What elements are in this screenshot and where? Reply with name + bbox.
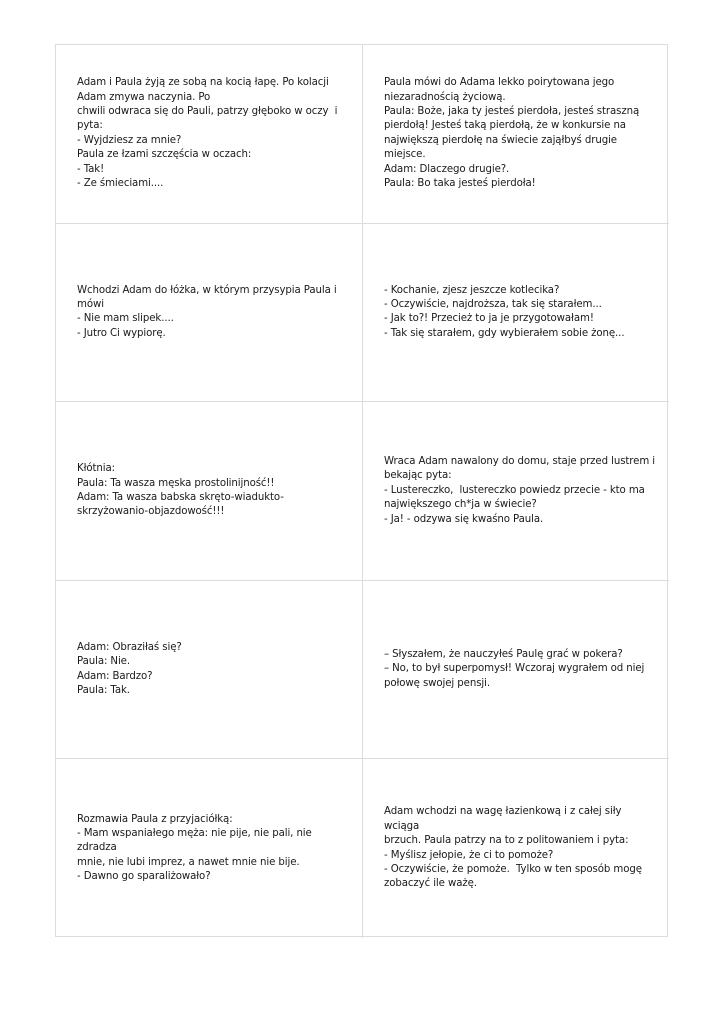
joke-card bbox=[56, 224, 363, 403]
joke-text: Kłótnia: Paula: Ta wasza męska prostolinijność!! Adam: Ta wasza babska skręto-wiadukto- skrzyżowanio-objazdowość!!! bbox=[77, 463, 284, 518]
joke-text: Adam: Obraziłaś się? Paula: Nie. Adam: Bardzo? Paula: Tak. bbox=[77, 641, 182, 696]
joke-card bbox=[56, 581, 363, 760]
joke-card bbox=[363, 45, 669, 224]
joke-text: - Kochanie, zjesz jeszcze kotlecika? - Oczywiście, najdroższa, tak się starałem... - Jak to?! Przecież to ja je przygotowałam! - Tak się starałem, gdy wybierałem sobie żonę... bbox=[384, 284, 625, 339]
joke-card bbox=[56, 759, 363, 938]
joke-card bbox=[56, 45, 363, 224]
joke-card-grid bbox=[55, 44, 668, 937]
joke-text: – Słyszałem, że nauczyłeś Paulę grać w pokera? – No, to był superpomysł! Wczoraj wygrałem od niej połowę swojej pensji. bbox=[384, 648, 645, 689]
joke-card bbox=[363, 224, 669, 403]
joke-text: Rozmawia Paula z przyjaciółką: - Mam wspaniałego męża: nie pije, nie pali, nie zdradza mnie, nie lubi imprez, a nawet mnie nie bije. - Dawno go sparaliżowało? bbox=[77, 813, 312, 883]
joke-text: Adam wchodzi na wagę łazienkową i z całej siły wciąga brzuch. Paula patrzy na to z politowaniem i pyta: - Myślisz jełopie, że ci to pomoże? - Oczywiście, że pomoże. Tylko w ten sposób mogę zobaczyć ile ważę. bbox=[384, 806, 642, 890]
joke-card bbox=[363, 581, 669, 760]
joke-card bbox=[56, 402, 363, 581]
joke-card bbox=[363, 759, 669, 938]
joke-text: Wraca Adam nawalony do domu, staje przed lustrem i bekając pyta: - Lustereczko, lustereczko powiedz przecie - kto ma największego ch*ja w świecie? - Ja! - odzywa się kwaśno Paula. bbox=[384, 455, 656, 525]
joke-text: Paula mówi do Adama lekko poirytowana jego niezaradnością życiową. Paula: Boże, jaka ty jesteś pierdoła, jesteś straszną pierdołą! Jesteś taką pierdołą, że w konkursie na największą pierdołę na świecie zająłbyś drugie miejsce. Adam: Dlaczego drugie?. Paula: Bo taka jesteś pierdoła! bbox=[384, 77, 640, 190]
joke-text: Wchodzi Adam do łóżka, w którym przysypia Paula i mówi - Nie mam slipek.... - Jutro Ci wypiorę. bbox=[77, 284, 337, 339]
joke-card bbox=[363, 402, 669, 581]
joke-text: Adam i Paula żyją ze sobą na kocią łapę. Po kolacji Adam zmywa naczynia. Po chwili odwraca się do Pauli, patrzy głęboko w oczy i pyta: - Wyjdziesz za mnie? Paula ze łzami szczęścia w oczach: - Tak! - Ze śmieciami.... bbox=[77, 77, 338, 190]
